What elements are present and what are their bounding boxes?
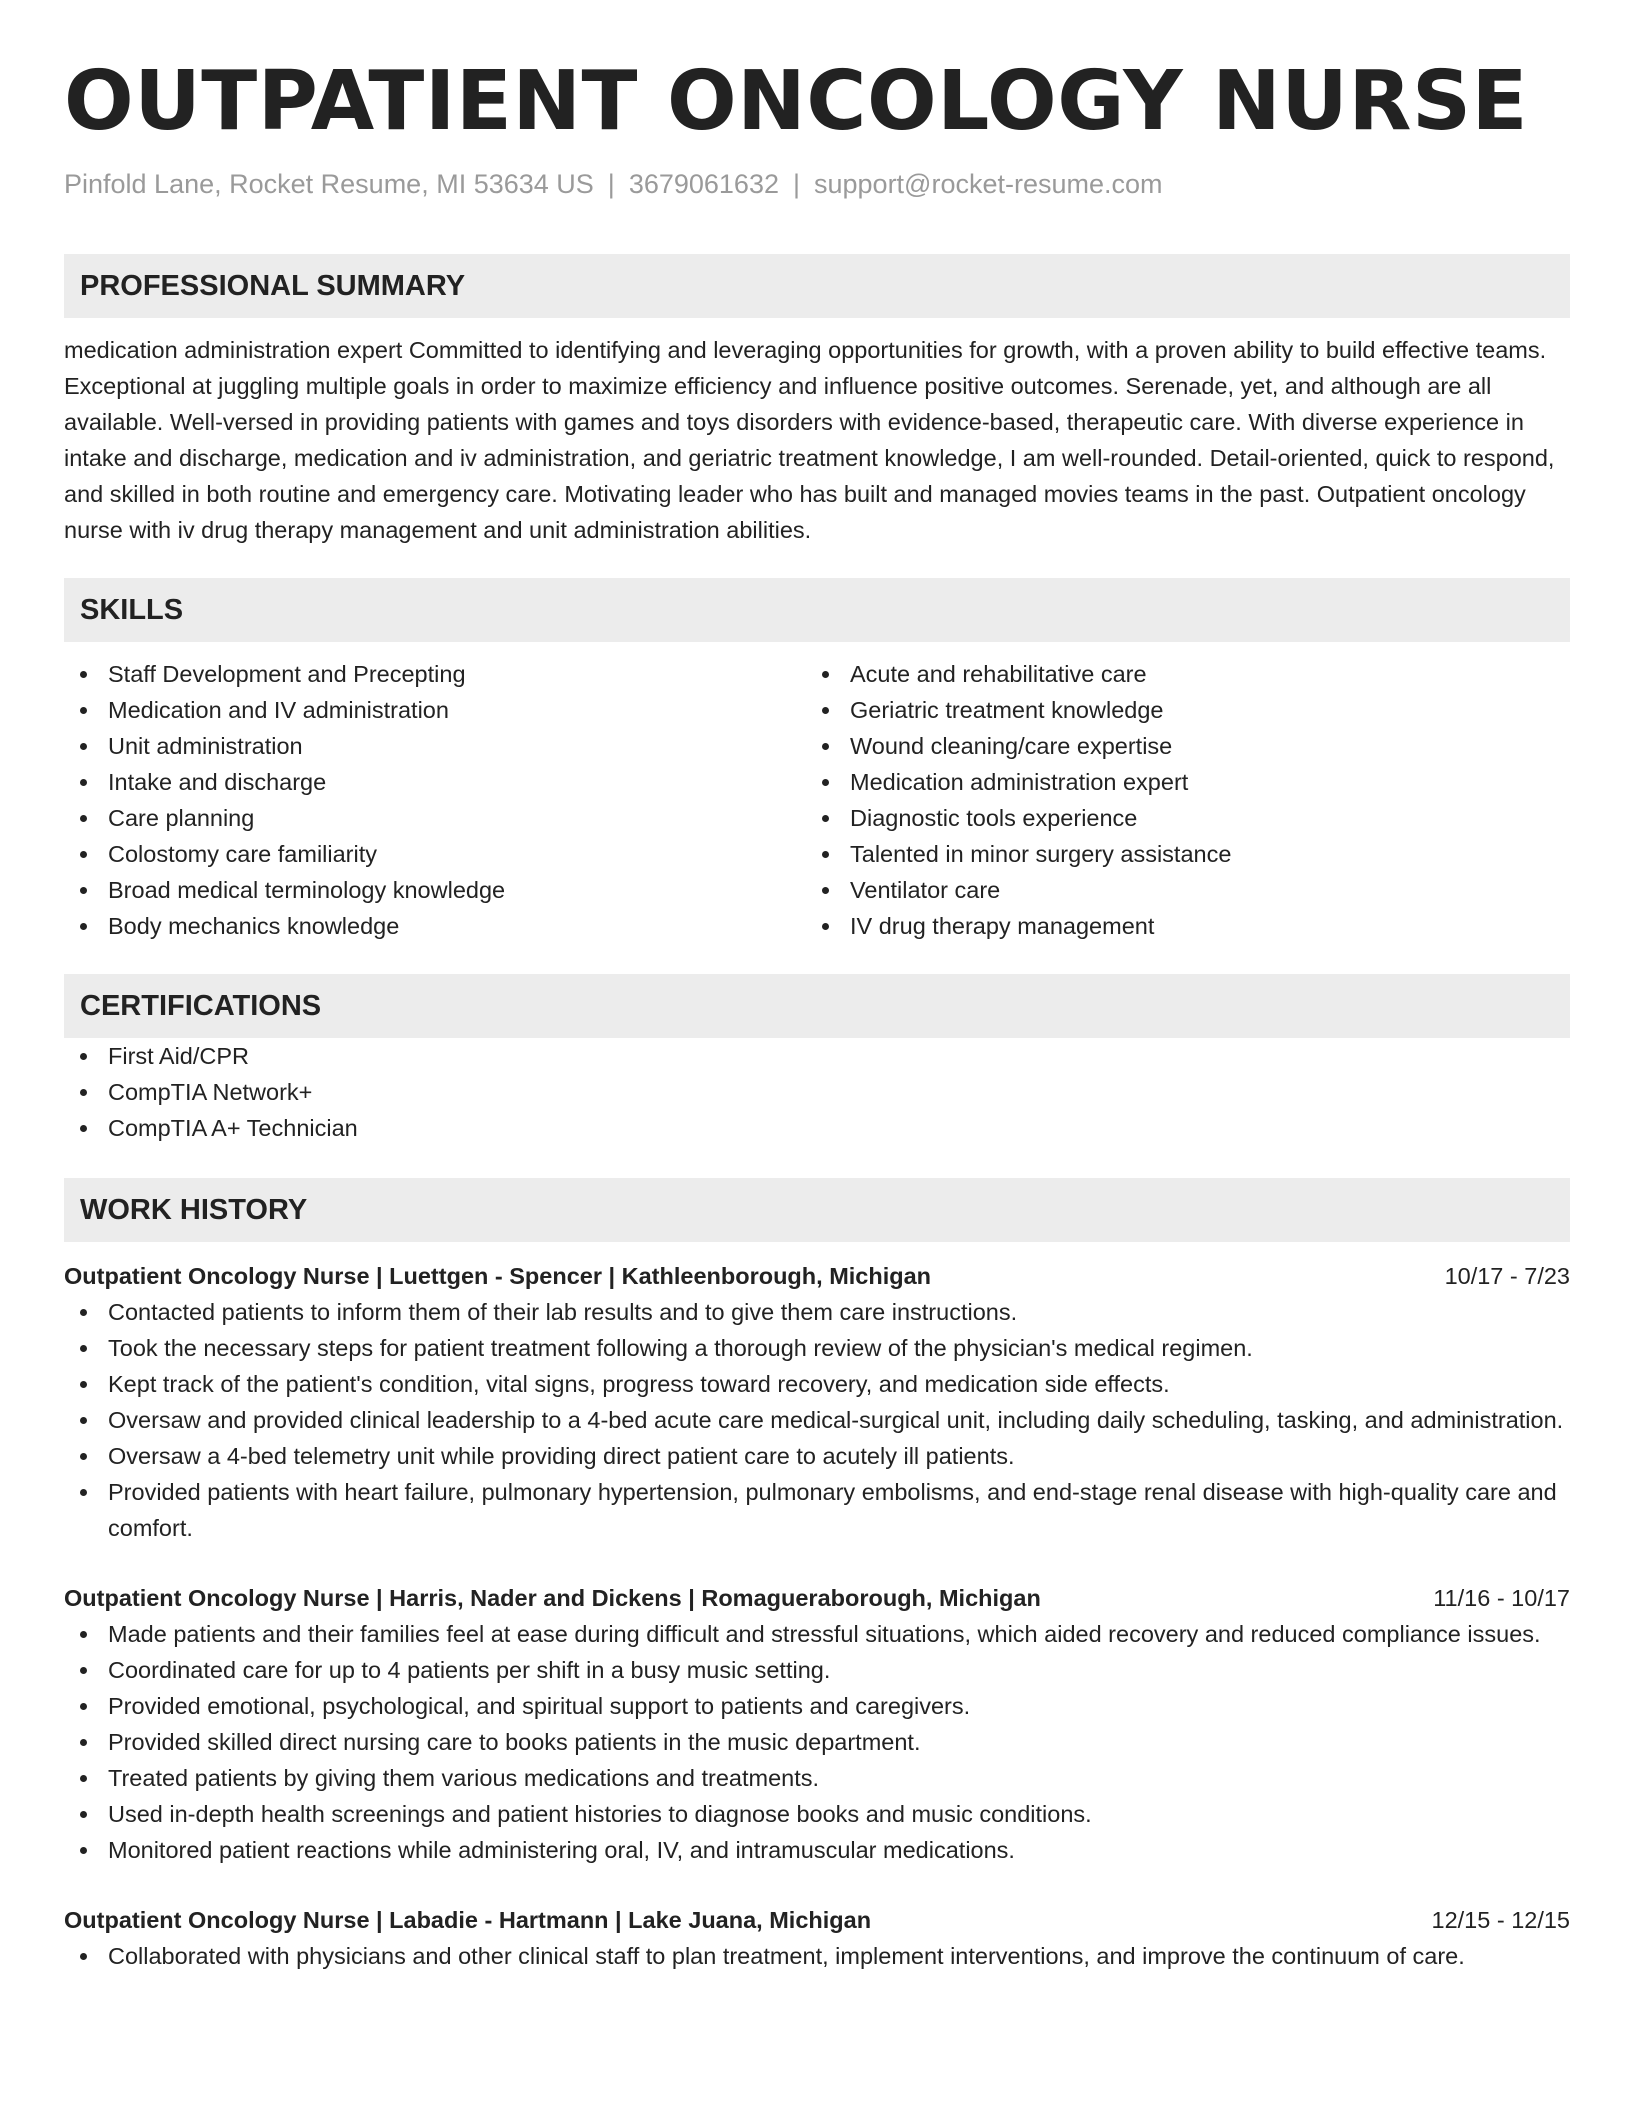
skill-item: Body mechanics knowledge [64,908,806,944]
contact-separator: | [792,169,800,199]
job-duty: Took the necessary steps for patient treatment following a thorough review of the physician's medical regimen. [64,1330,1570,1366]
certification-item: First Aid/CPR [64,1038,1570,1074]
job-entry [64,1258,1570,1546]
skill-item: Geriatric treatment knowledge [806,692,1548,728]
job-duty: Coordinated care for up to 4 patients per shift in a busy music setting. [64,1652,1570,1688]
contact-address: Pinfold Lane, Rocket Resume, MI 53634 US [64,169,594,199]
skill-item: Ventilator care [806,872,1548,908]
work-history-heading: WORK HISTORY [64,1178,1570,1242]
job-dates: 12/15 - 12/15 [1431,1907,1570,1933]
contact-separator: | [607,169,615,199]
job-duty: Oversaw a 4-bed telemetry unit while providing direct patient care to acutely ill patients. [64,1438,1570,1474]
job-entry [64,1902,1570,1974]
job-header [64,1258,1570,1294]
skill-item: Diagnostic tools experience [806,800,1548,836]
job-header [64,1580,1570,1616]
skill-item: Intake and discharge [64,764,806,800]
skills-list-left [64,656,806,944]
summary-heading: PROFESSIONAL SUMMARY [64,254,1570,318]
job-header [64,1902,1570,1938]
job-duty: Contacted patients to inform them of their lab results and to give them care instructions. [64,1294,1570,1330]
job-title: Outpatient Oncology Nurse | Labadie - Hartmann | Lake Juana, Michigan [64,1907,872,1933]
resume-content [64,52,1570,1974]
job-title: Outpatient Oncology Nurse | Harris, Nader and Dickens | Romagueraborough, Michigan [64,1585,1041,1611]
job-duty: Provided emotional, psychological, and spiritual support to patients and caregivers. [64,1688,1570,1724]
job-duty: Oversaw and provided clinical leadership to a 4-bed acute care medical-surgical unit, including daily scheduling, tasking, and administration. [64,1402,1570,1438]
job-dates: 10/17 - 7/23 [1444,1263,1570,1289]
skill-item: Staff Development and Precepting [64,656,806,692]
certifications-heading: CERTIFICATIONS [64,974,1570,1038]
job-duty: Kept track of the patient's condition, vital signs, progress toward recovery, and medication side effects. [64,1366,1570,1402]
skills-column-left [64,656,806,944]
job-entry [64,1580,1570,1868]
job-duty: Provided patients with heart failure, pulmonary hypertension, pulmonary embolisms, and end-stage renal disease with high-quality care and comfort. [64,1474,1570,1546]
resume-name: OUTPATIENT ONCOLOGY NURSE [64,54,1529,149]
job-duty: Provided skilled direct nursing care to books patients in the music department. [64,1724,1570,1760]
job-duty: Made patients and their families feel at ease during difficult and stressful situations, which aided recovery and reduced compliance issues. [64,1616,1570,1652]
job-title: Outpatient Oncology Nurse | Luettgen - Spencer | Kathleenborough, Michigan [64,1263,932,1289]
job-duty: Monitored patient reactions while administering oral, IV, and intramuscular medications. [64,1832,1570,1868]
skill-item: IV drug therapy management [806,908,1548,944]
skills-list-right [806,656,1548,944]
skill-item: Acute and rehabilitative care [806,656,1548,692]
skill-item: Medication administration expert [806,764,1548,800]
skill-item: Unit administration [64,728,806,764]
summary-text: medication administration expert Committed to identifying and leveraging opportunities for growth, with a proven ability to build effective teams. Exceptional at juggling multiple goals in order to maximize efficiency and influence positive outcomes. Serenade, yet, and although are all available. Well-versed in providing patients with games and toys disorders with evidence-based, therapeutic care. With diverse experience in intake and discharge, medication and iv administration, and geriatric treatment knowledge, I am well-rounded. Detail-oriented, quick to respond, and skilled in both routine and emergency care. Motivating leader who has built and managed movies teams in the past. Outpatient oncology nurse with iv drug therapy management and unit administration abilities. [64,337,1555,543]
certifications-list [64,1038,1570,1146]
contact-email: support@rocket-resume.com [814,169,1163,199]
contact-phone: 3679061632 [628,169,779,199]
skill-item: Broad medical terminology knowledge [64,872,806,908]
skill-item: Talented in minor surgery assistance [806,836,1548,872]
contact-line [64,166,1570,202]
skill-item: Care planning [64,800,806,836]
skills-column-right [806,656,1548,944]
job-duties-list [64,1616,1570,1868]
skills-heading: SKILLS [64,578,1570,642]
skill-item: Colostomy care familiarity [64,836,806,872]
job-duties-list [64,1294,1570,1546]
job-duty: Used in-depth health screenings and patient histories to diagnose books and music conditions. [64,1796,1570,1832]
job-duty: Collaborated with physicians and other clinical staff to plan treatment, implement interventions, and improve the continuum of care. [64,1938,1570,1974]
certification-item: CompTIA Network+ [64,1074,1570,1110]
job-duty: Treated patients by giving them various medications and treatments. [64,1760,1570,1796]
skill-item: Medication and IV administration [64,692,806,728]
job-dates: 11/16 - 10/17 [1433,1585,1570,1611]
certification-item: CompTIA A+ Technician [64,1110,1570,1146]
skill-item: Wound cleaning/care expertise [806,728,1548,764]
skills-grid [64,656,1570,944]
job-duties-list [64,1938,1570,1974]
